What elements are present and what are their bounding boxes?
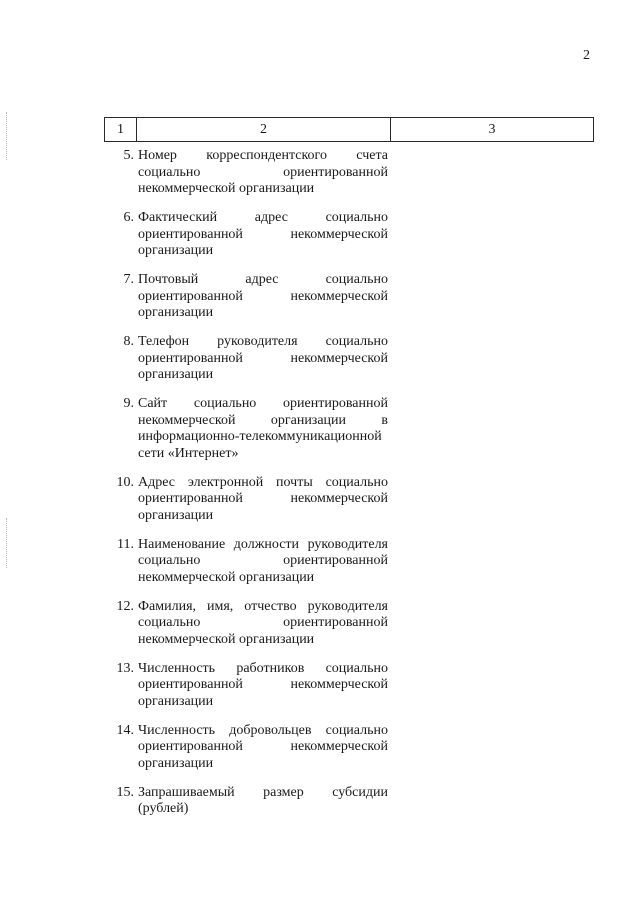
row-text: Численность работников социально ориентированной некоммерческой организации [138, 660, 388, 709]
table-row [104, 785, 394, 818]
row-number: 14. [116, 722, 134, 738]
table-row [104, 148, 394, 198]
table-row [104, 475, 394, 525]
table-row [104, 599, 394, 649]
table-row [104, 396, 394, 462]
row-number: 12. [116, 598, 134, 614]
row-number: 11. [117, 536, 134, 552]
table-header-row [104, 117, 594, 142]
scan-edge-mark [6, 518, 8, 568]
row-number: 8. [123, 334, 134, 349]
table-row [104, 210, 394, 260]
row-number: 15. [116, 784, 134, 800]
column-header-3: 3 [488, 121, 496, 137]
page-number: 2 [583, 48, 590, 63]
table-body [104, 148, 394, 830]
row-text: Телефон руководителя социально ориентированной некоммерческой организации [138, 334, 388, 382]
row-text: Сайт социально ориентированной некоммерческой организации в информационно-телекоммуникационной сети «Интернет» [138, 396, 388, 461]
scan-edge-mark [6, 112, 8, 160]
row-number: 6. [123, 210, 134, 225]
row-text: Почтовый адрес социально ориентированной некоммерческой организации [138, 272, 388, 320]
row-text: Адрес электронной почты социально ориентированной некоммерческой организации [138, 474, 388, 523]
table-row [104, 723, 394, 773]
column-header-1: 1 [105, 118, 137, 141]
row-text: Фактический адрес социально ориентированной некоммерческой организации [138, 210, 388, 258]
row-number: 5. [123, 148, 134, 163]
table-row [104, 334, 394, 384]
row-text: Наименование должности руководителя социально ориентированной некоммерческой организации [138, 536, 388, 585]
table-row [104, 661, 394, 711]
row-number: 13. [116, 660, 134, 676]
table-row [104, 272, 394, 322]
row-number: 7. [123, 272, 134, 287]
column-header-2: 2 [137, 118, 391, 141]
row-text: Фамилия, имя, отчество руководителя социально ориентированной некоммерческой организации [138, 598, 388, 647]
row-number: 10. [116, 474, 134, 490]
row-number: 9. [123, 396, 134, 411]
row-text: Запрашиваемый размер субсидии (рублей) [138, 784, 388, 816]
row-text: Численность добровольцев социально ориентированной некоммерческой организации [138, 722, 388, 771]
row-text: Номер корреспондентского счета социально ориентированной некоммерческой организации [138, 148, 388, 196]
table-row [104, 537, 394, 587]
